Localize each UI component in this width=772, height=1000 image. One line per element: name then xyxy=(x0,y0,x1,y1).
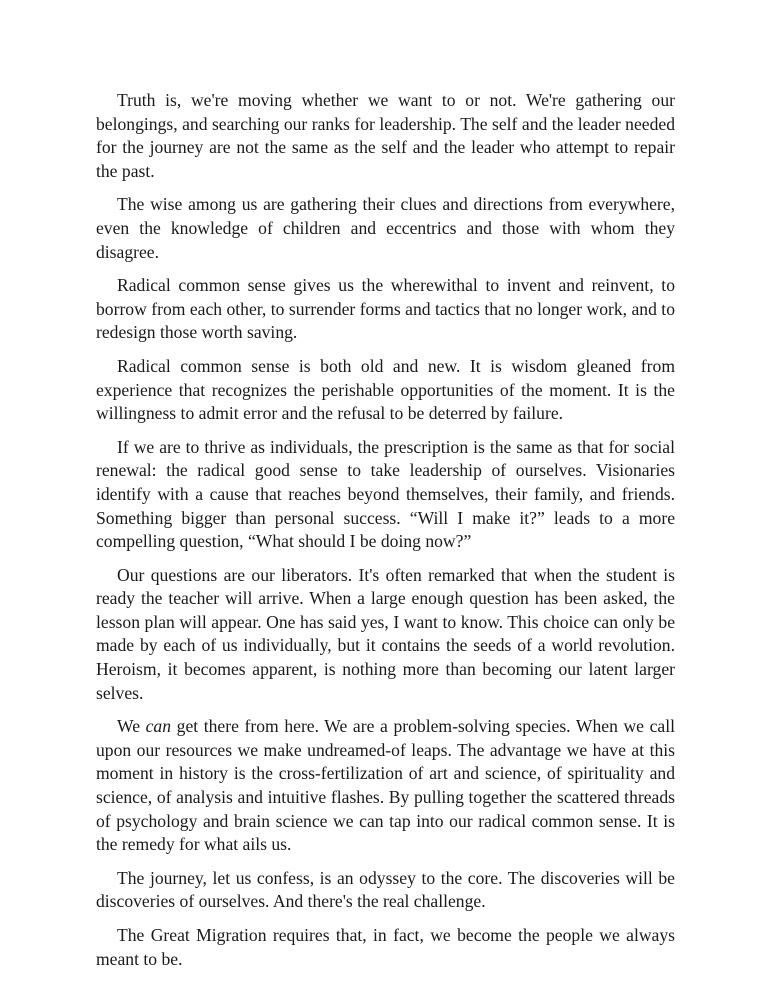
paragraph-7-rest: get there from here. We are a problem-solving species. When we call upon our resources we make undreamed-of leaps. The advantage we have at this moment in history is the cross-fertilization of art and science, of spirituality and science, of analysis and intuitive flashes. By pulling together the scattered threads of psychology and brain science we can tap into our radical common sense. It is the remedy for what ails us. xyxy=(96,716,675,855)
paragraph-8: The journey, let us confess, is an odyssey to the core. The discoveries will be discoveries of ourselves. And there's the real challenge. xyxy=(96,867,675,912)
paragraph-7 xyxy=(96,715,675,857)
paragraph-2: The wise among us are gathering their clues and directions from everywhere, even the knowledge of children and eccentrics and those with whom they disagree. xyxy=(96,194,675,262)
paragraph-7-start: We xyxy=(117,716,146,737)
paragraph-1: Truth is, we're moving whether we want to or not. We're gathering our belongings, and searching our ranks for leadership. The self and the leader needed for the journey are not the same as the self and the leader who attempt to repair the past. xyxy=(96,90,675,181)
paragraph-5: If we are to thrive as individuals, the prescription is the same as that for social renewal: the radical good sense to take leadership of ourselves. Visionaries identify with a cause that reaches beyond themselves, their family, and friends. Something bigger than personal success. “Will I make it?” leads to a more compelling question, “What should I be doing now?” xyxy=(96,436,675,552)
paragraph-9: The Great Migration requires that, in fact, we become the people we always meant to be. xyxy=(96,925,675,969)
paragraph-7-emphasis: can xyxy=(145,716,172,737)
paragraph-6: Our questions are our liberators. It's often remarked that when the student is ready the teacher will arrive. When a large enough question has been asked, the lesson plan will appear. One has said yes, I want to know. This choice can only be made by each of us individually, but it contains the seeds of a world revolution. Heroism, it becomes apparent, is nothing more than becoming our latent larger selves. xyxy=(96,564,675,703)
document-page xyxy=(96,89,675,981)
paragraph-4: Radical common sense is both old and new. It is wisdom gleaned from experience that recognizes the perishable opportunities of the moment. It is the willingness to admit error and the refusal to be deterred by failure. xyxy=(96,355,675,424)
paragraph-3: Radical common sense gives us the wherewithal to invent and reinvent, to borrow from each other, to surrender forms and tactics that no longer work, and to redesign those worth saving. xyxy=(96,275,675,343)
